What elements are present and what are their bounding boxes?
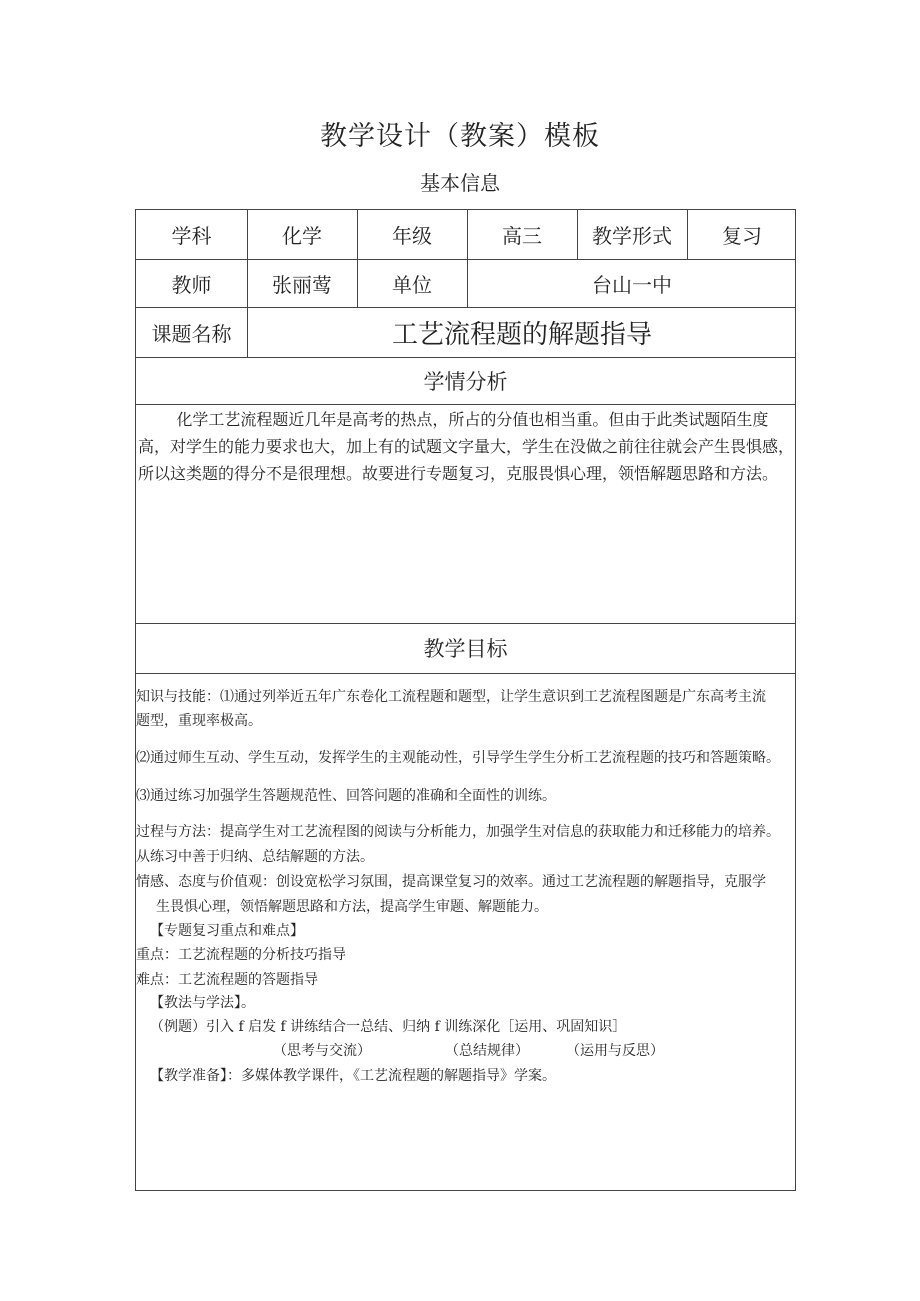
method-flow: （例题）引入 f 启发 f 讲练结合一总结、归纳 f 训练深化［运用、巩固知识］ (150, 1019, 627, 1035)
difficulty-point: 难点：工艺流程题的答题指导 (136, 972, 318, 988)
form-value: 复习 (722, 224, 762, 248)
method-note-summary: （总结规律） (445, 1043, 529, 1059)
method-note-apply: （运用与反思） (566, 1043, 664, 1059)
knowledge-line-1: 知识与技能：⑴通过列举近五年广东卷化工流程题和题型，让学生意识到工艺流程图题是广东高考主流 (136, 689, 766, 705)
page-title: 教学设计（教案）模板 (320, 121, 600, 152)
method-heading: 【教法与学法】。 (150, 995, 255, 1011)
teacher-label: 教师 (171, 272, 212, 297)
analysis-heading: 学情分析 (423, 369, 508, 394)
emotion-line-cont: 生畏惧心理，领悟解题思路和方法，提高学生审题、解题能力。 (156, 899, 548, 915)
subject-label: 学科 (171, 224, 212, 248)
row-divider (136, 673, 795, 674)
subject-value: 化学 (282, 224, 322, 248)
focus-heading: 【专题复习重点和难点】 (150, 923, 304, 939)
emotion-line: 情感、态度与价值观：创设宽松学习氛围，提高课堂复习的效率。通过工艺流程题的解题指导，克服学 (136, 874, 766, 890)
analysis-text: 化学工艺流程题近几年是高考的热点，所占的分值也相当重。但由于此类试题陌生度高，对学生的能力要求也大，加上有的试题文字量大，学生在没做之前往往就会产生畏惧感，所以这类题的得分不是很理想。故要进行专题复习，克服畏惧心理，领悟解题思路和方法。 (138, 410, 795, 483)
form-label: 教学形式 (592, 224, 672, 248)
knowledge-line-3: ⑶通过练习加强学生答题规范性、回答问题的准确和全面性的训练。 (136, 788, 556, 804)
topic-value: 工艺流程题的解题指导 (391, 319, 652, 350)
row-divider (136, 404, 795, 405)
process-line: 过程与方法：提高学生对工艺流程图的阅读与分析能力，加强学生对信息的获取能力和迁移能力的培养。 (136, 824, 780, 840)
unit-label: 单位 (392, 272, 432, 297)
process-line-cont: 从练习中善于归纳、总结解题的方法。 (136, 849, 374, 865)
info-table (135, 209, 796, 1191)
grade-label: 年级 (392, 224, 432, 248)
key-point: 重点：工艺流程题的分析技巧指导 (136, 947, 346, 963)
method-note-think: （思考与交流） (273, 1043, 371, 1059)
knowledge-line-1-cont: 题型，重现率极高。 (136, 713, 262, 729)
unit-value: 台山一中 (592, 272, 672, 297)
knowledge-line-2: ⑵通过师生互动、学生互动，发挥学生的主观能动性，引导学生学生分析工艺流程题的技巧和答题策略。 (136, 750, 780, 766)
grade-value: 高三 (502, 224, 542, 248)
topic-label: 课题名称 (151, 321, 232, 346)
teacher-value: 张丽莺 (272, 272, 332, 297)
objectives-heading: 教学目标 (423, 637, 508, 661)
section-subtitle: 基本信息 (420, 171, 500, 195)
teaching-prep: 【教学准备】：多媒体教学课件，《工艺流程题的解题指导》学案。 (150, 1068, 556, 1084)
